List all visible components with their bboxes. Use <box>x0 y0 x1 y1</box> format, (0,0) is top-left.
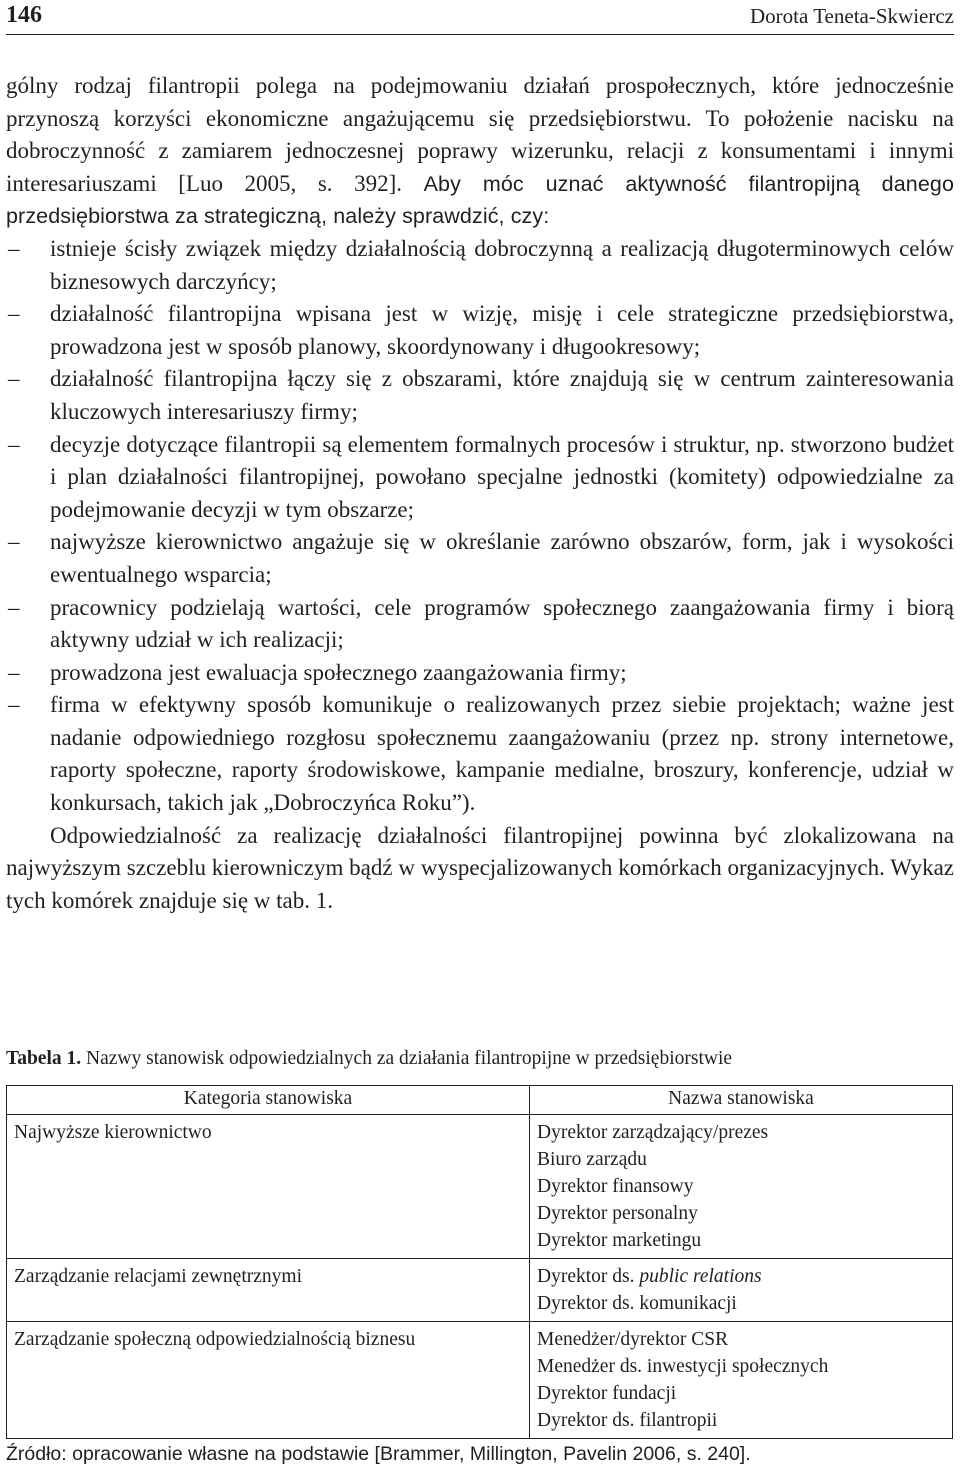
position-name: Dyrektor ds. filantropii <box>537 1410 718 1431</box>
list-item <box>6 657 954 690</box>
list-item-text: pracownicy podzielają wartości, cele programów społecznego zaangażowania firmy i biorą aktywny udział w ich realizacji; <box>50 594 954 653</box>
position-name: Menedżer/dyrektor CSR <box>537 1329 729 1350</box>
category-cell: Zarządzanie relacjami zewnętrznymi <box>7 1259 530 1322</box>
list-item <box>6 233 954 298</box>
position-italic: public relations <box>639 1266 762 1287</box>
table-caption-label: Tabela 1. <box>6 1048 82 1069</box>
category-cell: Zarządzanie społeczną odpowiedzialnością biznesu <box>7 1322 530 1439</box>
dash-bullet-icon: – <box>8 366 20 392</box>
list-item-text: istnieje ścisły związek między działalnością dobroczynną a realizacją długoterminowych celów biznesowych darczyńcy; <box>50 235 954 294</box>
criteria-list <box>6 233 954 820</box>
position-name: Dyrektor marketingu <box>537 1230 702 1251</box>
position-name: Dyrektor personalny <box>537 1203 698 1224</box>
table-caption <box>6 1045 954 1073</box>
list-item <box>6 298 954 363</box>
list-item <box>6 429 954 527</box>
dash-bullet-icon: – <box>8 431 20 457</box>
running-author: Dorota Teneta-Skwiercz <box>750 4 954 28</box>
running-header <box>6 0 954 35</box>
list-item-text: firma w efektywny sposób komunikuje o realizowanych przez siebie projektach; ważne jest nadanie odpowiedniego rozgłosu społecznemu zaangażowaniu (przez np. strony internetowe, raporty społeczne, raporty środowiskowe, kampanie medialne, broszury, konferencje, udział w konkursach, takich jak „Dobroczyńca Roku”). <box>50 692 954 816</box>
list-item <box>6 363 954 428</box>
position-name: Dyrektor fundacji <box>537 1383 677 1404</box>
list-item <box>6 592 954 657</box>
header-category: Kategoria stanowiska <box>7 1086 530 1115</box>
category-cell: Najwyższe kierownictwo <box>7 1115 530 1259</box>
table-row <box>7 1322 953 1439</box>
table-caption-text: Nazwy stanowisk odpowiedzialnych za działania filantropijne w przedsiębiorstwie <box>86 1048 733 1069</box>
list-item <box>6 526 954 591</box>
list-item-text: najwyższe kierownictwo angażuje się w określanie zarówno obszarów, form, jak i wysokości ewentualnego wsparcia; <box>50 529 954 587</box>
position-name: Dyrektor zarządzający/prezes <box>537 1122 769 1143</box>
list-item-text: działalność filantropijna wpisana jest w wizję, misję i cele strategiczne przedsiębiorstwa, prowadzona jest w sposób planowy, skoordynowany i długookresowy; <box>50 301 954 359</box>
position-name: Menedżer ds. inwestycji społecznych <box>537 1356 829 1377</box>
position-name: Biuro zarządu <box>537 1149 647 1170</box>
table-source: Źródło: opracowanie własne na podstawie [Brammer, Millington, Pavelin 2006, s. 240]. <box>6 1443 751 1465</box>
header-position: Nazwa stanowiska <box>530 1086 953 1115</box>
list-item-text: prowadzona jest ewaluacja społecznego zaangażowania firmy; <box>50 659 627 685</box>
positions-cell <box>530 1259 953 1322</box>
position-name: Dyrektor finansowy <box>537 1176 694 1197</box>
dash-bullet-icon: – <box>8 594 20 620</box>
dash-bullet-icon: – <box>8 529 20 555</box>
paragraph-2: Odpowiedzialność za realizację działalności filantropijnej powinna być zlokalizowana na najwyższym szczeblu kierowniczym bądź w wyspecjalizowanych komórkach organizacyjnych. Wykaz tych komórek znajduje się w tab. 1. <box>6 822 954 913</box>
dash-bullet-icon: – <box>8 659 20 685</box>
list-item <box>6 689 954 819</box>
table-header-row <box>7 1086 953 1115</box>
dash-bullet-icon: – <box>8 301 20 327</box>
page-number: 146 <box>6 2 42 28</box>
list-item-text: działalność filantropijna łączy się z obszarami, które znajdują się w centrum zainteresowania kluczowych interesariuszy firmy; <box>50 366 954 424</box>
table-row <box>7 1259 953 1322</box>
positions-cell <box>530 1115 953 1259</box>
position-name: Dyrektor ds. komunikacji <box>537 1293 737 1314</box>
table-row <box>7 1115 953 1259</box>
body-text <box>6 70 954 917</box>
dash-bullet-icon: – <box>8 692 20 718</box>
paragraph-1-lead-in: Aby móc uznać aktywność filantropijną danego przedsiębiorstwa za strategiczną, należy sprawdzić, czy: <box>6 171 955 229</box>
position-name <box>537 1263 946 1290</box>
list-item-text: decyzje dotyczące filantropii są elementem formalnych procesów i struktur, np. stworzono budżet i plan działalności filantropijnej, powołano specjalne jednostki (komitety) odpowiedzialne za podejmowanie decyzji w tym obszarze; <box>50 431 954 522</box>
positions-table <box>6 1085 953 1439</box>
position-prefix: Dyrektor ds. <box>537 1266 640 1287</box>
paragraph-1 <box>6 70 954 233</box>
paragraph-1-text: gólny rodzaj filantropii polega na podejmowaniu działań prospołecznych, które jednocześnie przynoszą korzyści ekonomiczne angażującemu się przedsiębiorstwu. To położenie nacisku na dobroczynność z zamiarem jednoczesnej poprawy wizerunku, relacji z konsumentami i innymi interesariuszami [Luo 2005, s. 392]. <box>6 73 954 196</box>
positions-cell <box>530 1322 953 1439</box>
dash-bullet-icon: – <box>8 235 20 261</box>
